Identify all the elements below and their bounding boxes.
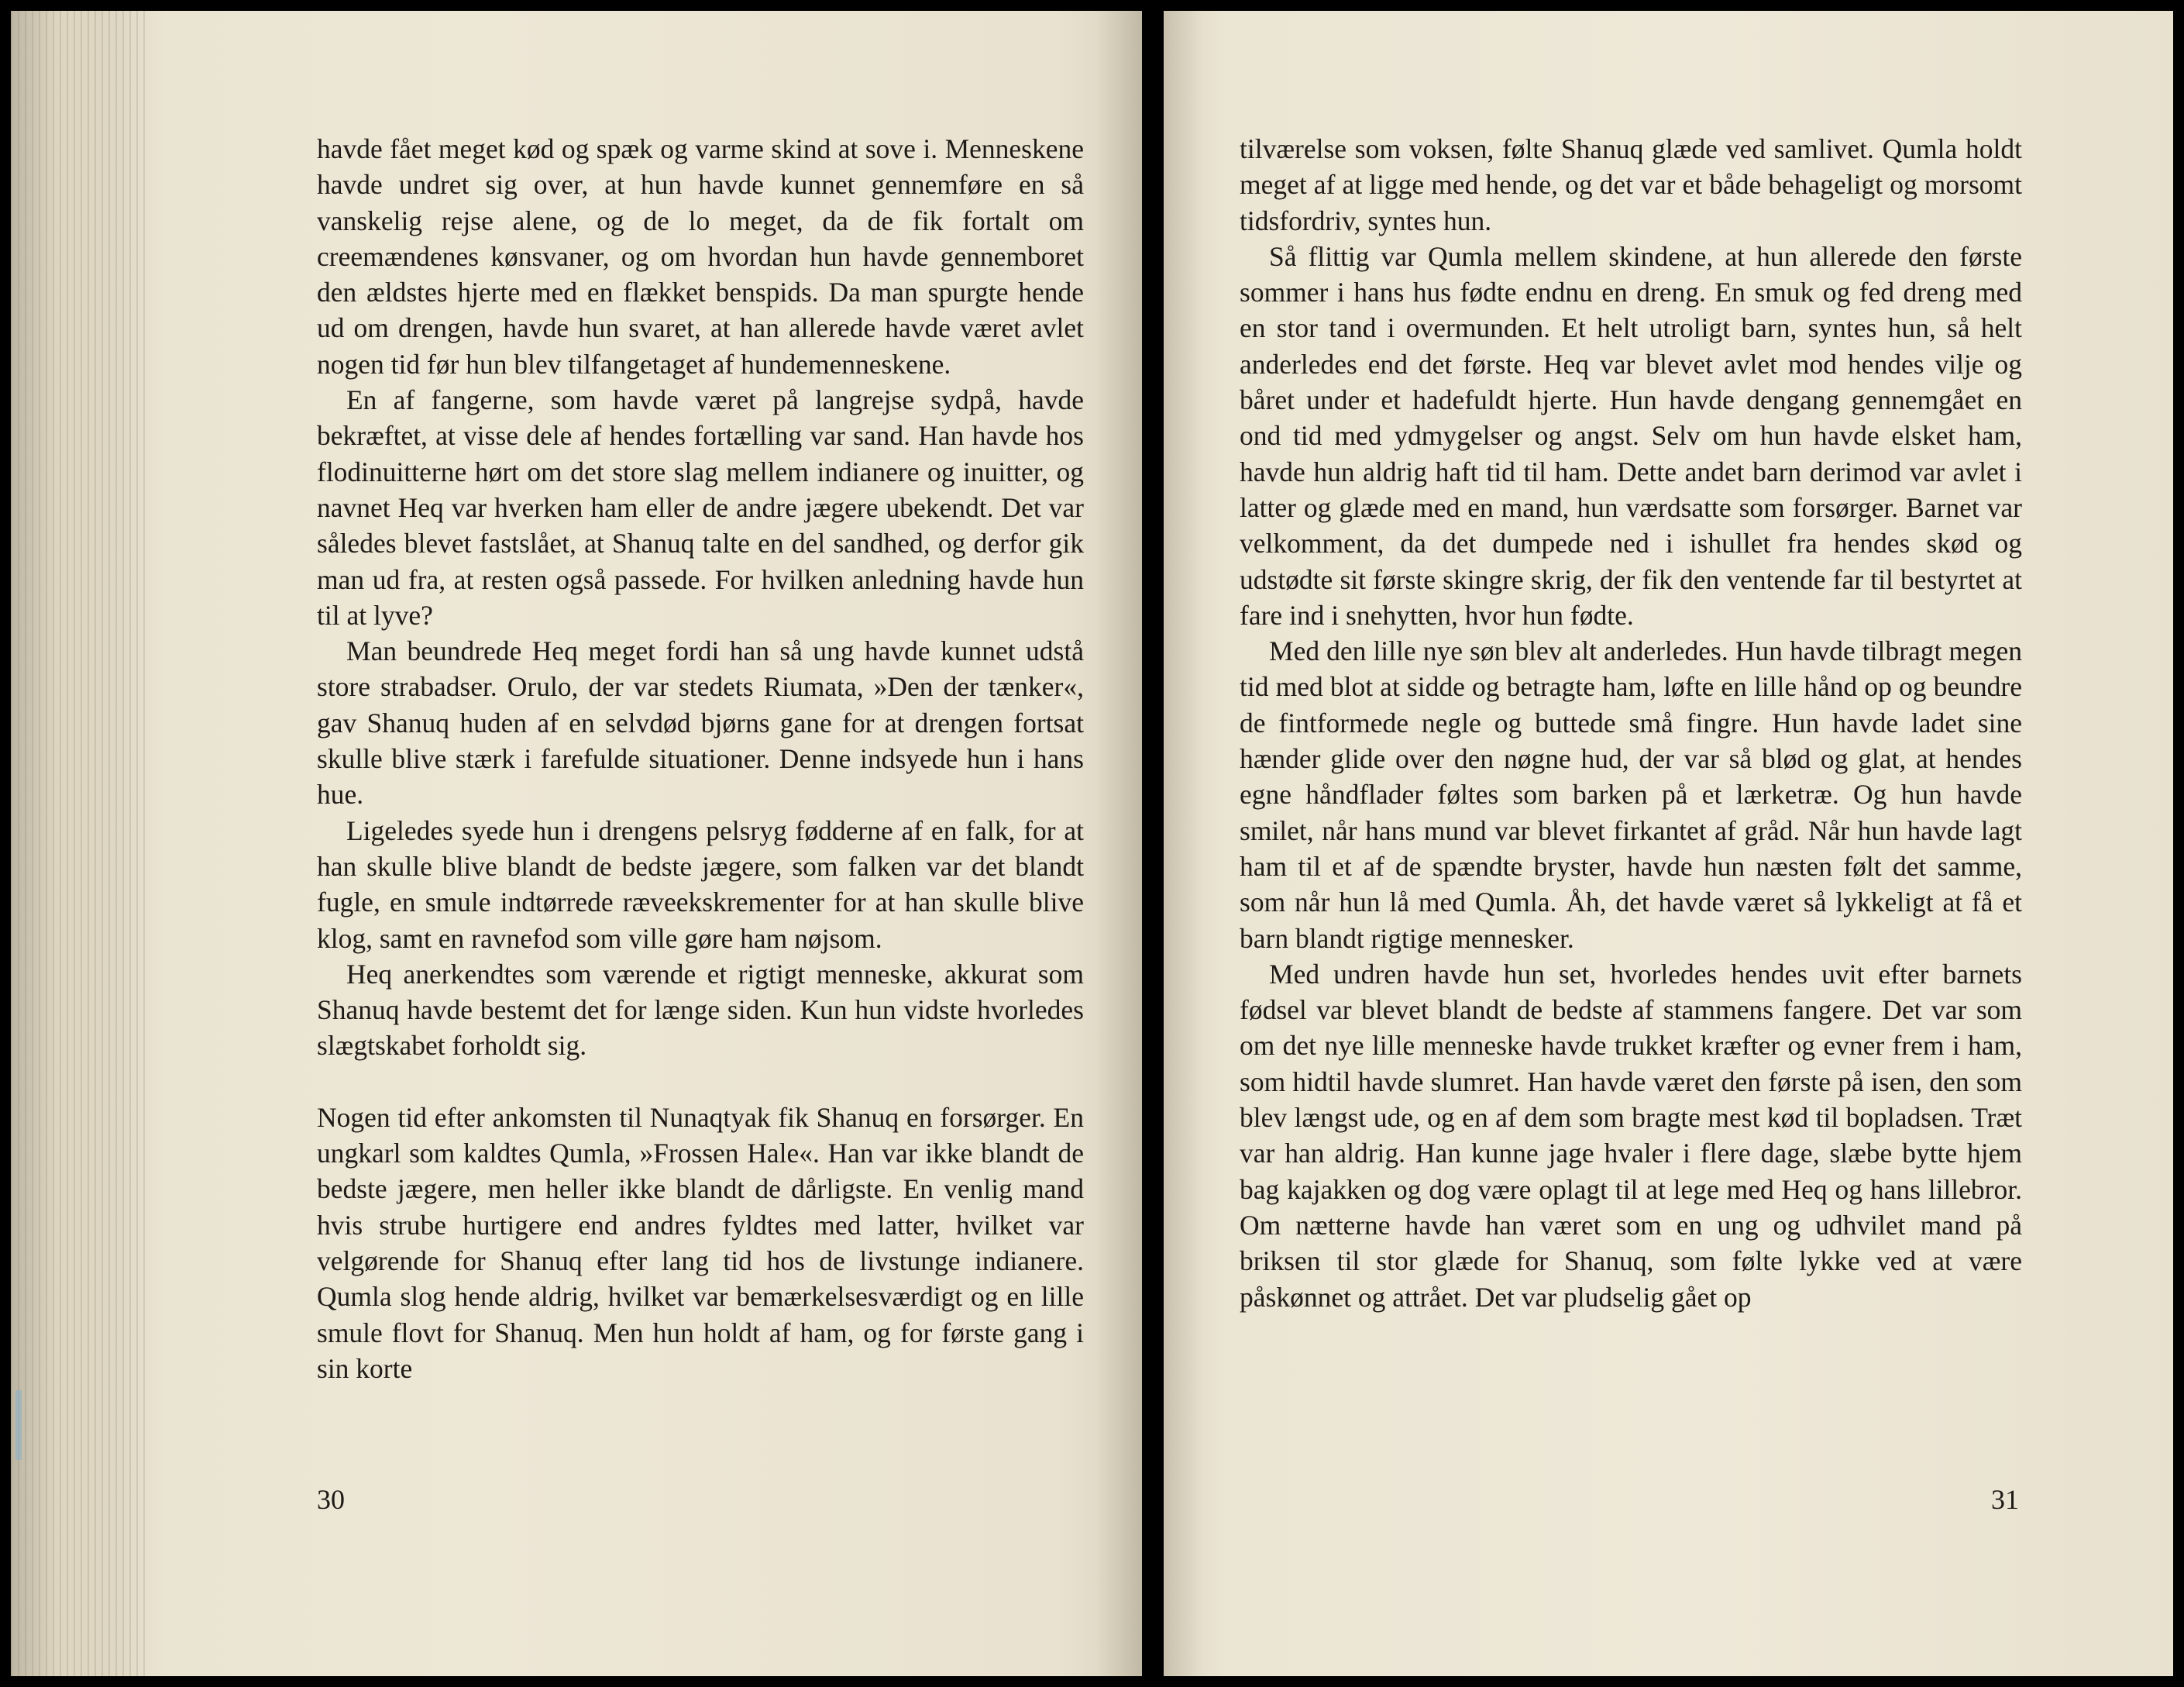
blue-mark (15, 1390, 22, 1460)
section-break (317, 1064, 1084, 1100)
left-body-text (317, 131, 1084, 1386)
paragraph: Så flittig var Qumla mellem skindene, at hun allerede den første sommer i hans hus fødte endnu en dreng. En smuk og fed dreng med en stor tand i overmunden. Et helt utroligt barn, syntes hun, så helt anderledes end det første. Heq var blevet avlet mod hendes vilje og båret under et hadefuldt hjerte. Hun havde dengang gennemgået en ond tid med ydmygelser og angst. Selv om hun havde elsket ham, havde hun aldrig haft tid til ham. Dette andet barn derimod var avlet i latter og glæde med en mand, hun værdsatte som forsørger. Barnet var velkomment, da det dumpede ned i ishullet fra hendes skød og udstødte sit første skingre skrig, der fik den ventende far til bestyrtet at fare ind i snehytten, hvor hun fødte. (1240, 240, 2022, 631)
page-number: 31 (1991, 1484, 2019, 1515)
paragraph: Ligeledes syede hun i drengens pelsryg fødderne af en falk, for at han skulle blive blandt de bedste jægere, som falken var det blandt fugle, en smule indtørrede ræveekskrementer for at han skulle blive klog, samt en ravnefod som ville gøre ham nøjsom. (317, 814, 1084, 954)
paragraph: En af fangerne, som havde været på langrejse sydpå, havde bekræftet, at visse dele af hendes fortælling var sand. Han havde hos flodinuitterne hørt om det store slag mellem indianere og inuitter, og navnet Heq var hverken ham eller de andre jægere ubekendt. Det var således blevet fastslået, at Shanuq talte en del sandhed, og derfor gik man ud fra, at resten også passede. For hvilken anledning havde hun til at lyve? (317, 384, 1084, 631)
page-edge-stack (11, 11, 150, 1676)
right-page (1164, 11, 2173, 1676)
paragraph: Heq anerkendtes som værende et rigtigt menneske, akkurat som Shanuq havde bestemt det for længe siden. Kun hun vidste hvorledes slægtskabet forholdt sig. (317, 958, 1084, 1062)
paragraph: Med den lille nye søn blev alt anderledes. Hun havde tilbragt megen tid med blot at sidde og betragte ham, løfte en lille hånd op og beundre de fintformede negle og buttede små fingre. Hun havde ladet sine hænder glide over den nøgne hud, der var så blød og glat, at hendes egne håndflader føltes som barken på et lærketræ. Og hun havde smilet, når hans mund var blevet firkantet af gråd. Når hun havde lagt ham til et af de spændte bryster, havde hun næsten følt det samme, som når hun lå med Qumla. Åh, det havde været så lykkeligt at få et barn blandt rigtige mennesker. (1240, 635, 2022, 954)
left-page (11, 11, 1142, 1676)
paragraph: tilværelse som voksen, følte Shanuq glæde ved samlivet. Qumla holdt meget af at ligge med hende, og det var et både behageligt og morsomt tidsfordriv, syntes hun. (1240, 133, 2022, 236)
paragraph: havde fået meget kød og spæk og varme skind at sove i. Menneskene havde undret sig over, at hun havde kunnet gennemføre en så vanskelig rejse alene, og de lo meget, da de fik fortalt om creemændenes kønsvaner, og om hvordan hun havde gennemboret den ældstes hjerte med en flækket benspids. Da man spurgte hende ud om drengen, havde hun svaret, at han allerede havde været avlet nogen tid før hun blev tilfangetaget af hundemenneskene. (317, 133, 1084, 380)
spine-shadow (1095, 11, 1142, 1676)
paragraph: Med undren havde hun set, hvorledes hendes uvit efter barnets fødsel var blevet blandt de bedste af stammens fangere. Det var som om det nye lille menneske havde trukket kræfter og evner frem i ham, som hidtil havde slumret. Han havde været den første på isen, den som blev længst ude, og en af dem som bragte mest kød til bopladsen. Træt var han aldrig. Han kunne jage hvaler i flere dage, slæbe bytte hjem bag kajakken og dog være oplagt til at lege med Heq og hans lillebror. Om nætterne havde han været som en ung og udhvilet mand på briksen til stor glæde for Shanuq, som følte lykke ved at være påskønnet og attrået. Det var pludselig gået op (1240, 958, 2022, 1313)
paragraph: Man beundrede Heq meget fordi han så ung havde kunnet udstå store strabadser. Orulo, der var stedets Riumata, »Den der tænker«, gav Shanuq huden af en selvdød bjørns gane for at drengen fortsat skulle blive stærk i farefulde situationer. Denne indsyede hun i hans hue. (317, 635, 1084, 811)
page-number: 30 (317, 1484, 345, 1515)
right-body-text (1240, 131, 2022, 1315)
paragraph: Nogen tid efter ankomsten til Nunaqtyak fik Shanuq en forsørger. En ungkarl som kaldtes Qumla, »Frossen Hale«. Han var ikke blandt de bedste jægere, men heller ikke blandt de dårligste. En venlig mand hvis strube hurtigere end andres fyldtes med latter, hvilket var velgørende for Shanuq efter lang tid hos de livstunge indianere. Qumla slog hende aldrig, hvilket var bemærkelsesværdigt og en lille smule flovt for Shanuq. Men hun holdt af ham, og for første gang i sin korte (317, 1101, 1084, 1384)
spine-shadow (1164, 11, 1202, 1676)
